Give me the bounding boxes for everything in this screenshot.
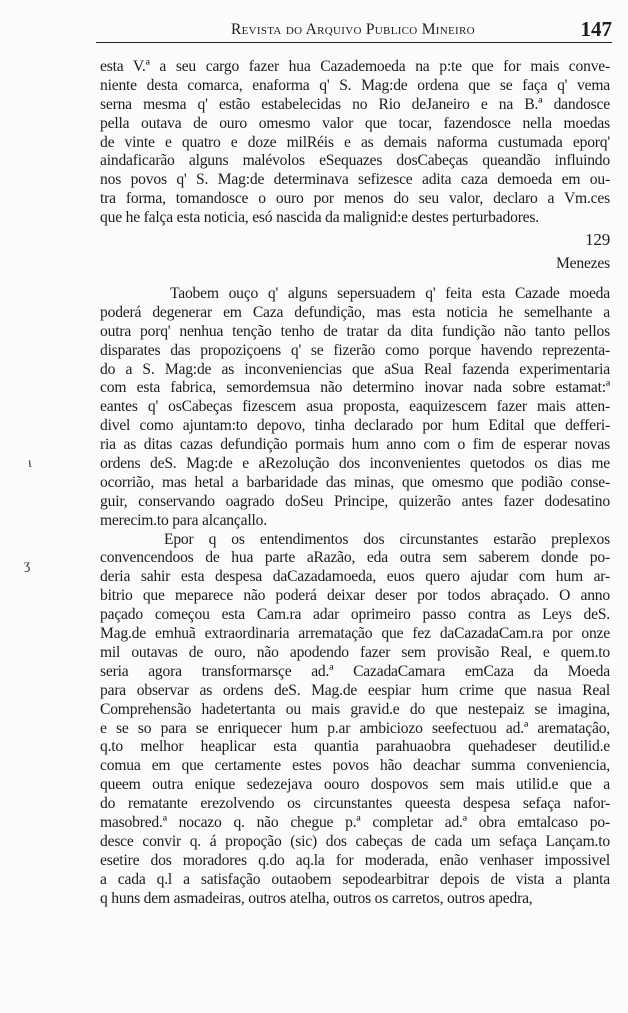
text-line: esta V.ª a seu cargo fazer hua Cazademoeda na p:te que for mais conve- [100, 58, 610, 75]
text-line: guir, conservando oagrado doSeu Principe, quizerão antes fazer dodesatino [100, 492, 610, 510]
text-line: masobred.ª nocazo q. não chegue p.ª completar ad.ª obra emtalcaso po- [100, 813, 610, 831]
text-line: do a S. Mag:de as inconveniencias que aSua Real fazenda experimentaria [100, 360, 610, 378]
text-line: queem outra enique sedezejava oouro dospovos sem mais utilid.e que a [100, 776, 610, 794]
text-line: e se so para se enriquecer hum p.ar ambiciozo seefectuou ad.ª aremataçâo, [100, 719, 610, 737]
text-line: nos povos q' S. Mag:de determinava sefizesce adita caza demoeda em ou- [100, 171, 610, 189]
text-line: merecim.to para alcançallo. [100, 511, 267, 529]
text-line: Epor q os entendimentos dos circunstantes estarão preplexos [164, 530, 610, 548]
text-line: comua em que certamente estes povos hão deachar summa conveniencia, [100, 757, 610, 775]
text-line: aindaficarão alguns malévolos eSequazes dosCabeças queandão influindo [100, 152, 610, 170]
text-line: a cada q.l a satisfação outaobem sepodearbitrar depois de vista a planta [100, 870, 610, 888]
text-line: serna mesma q' estão estabelecidas no Rio deJaneiro e na B.ª dandosce [100, 95, 610, 113]
paragraph-1 [100, 58, 610, 228]
text-line: Comprehensão hadetertanta ou mais gravid.e do que nestepaiz se imagina, [100, 700, 610, 718]
text-line: Mag.de emhuã extraordinaria arrematação que fez daCazadaCam.ra por onze [100, 625, 610, 643]
text-line: niente desta comarca, enaforma q' S. Mag:de ordena que se faça q' vema [100, 76, 610, 94]
signature: Menezes [555, 255, 610, 273]
journal-title: Revista do Arquivo Publico Mineiro [231, 21, 475, 38]
text-line: mil outavas de ouro, não apodendo fazer sem provisão Real, e quem.to [100, 643, 610, 661]
text-line: q huns dem asmadeiras, outros atelha, outros os carretos, outros apedra, [100, 889, 533, 907]
text-line: do rematante erezolvendo os circunstantes queesta despesa sefaça nafor- [100, 795, 610, 813]
paragraph-2 [100, 285, 610, 531]
running-header [96, 18, 612, 43]
text-line: convencendoos de hua parte aRazão, eda outra sem saberem donde po- [100, 549, 610, 567]
document-number: 129 [585, 230, 610, 250]
text-line: q.to melhor heaplicar esta quantia parahuaobra quehadeser deutilid.e [100, 738, 610, 756]
margin-mark: ɩ [28, 456, 32, 471]
text-line: ria as ditas cazas defundição pormais hum anno com o fim de esperar novas [100, 436, 610, 454]
text-line: desce convir q. á propoção (sic) dos cabeças de cada um sefaça Lançam.to [100, 832, 610, 850]
text-line: eantes q' osCabeças fizescem asua proposta, eaquizescem fazer mais atten- [100, 398, 610, 416]
text-line: Taobem ouço q' alguns sepersuadem q' feita esta Cazade moeda [170, 285, 610, 303]
text-line: tra forma, tomandosce o ouro por menos do seu valor, declaro a Vm.ces [100, 190, 610, 208]
page-number: 147 [580, 17, 612, 41]
text-line: ordens deS. Mag:de e aRezolução dos inconvenientes quetodos os dias me [100, 455, 610, 473]
paragraph-3 [100, 531, 610, 909]
text-line: seria agora transformarsçe ad.ª CazadaCamara emCaza da Moeda [100, 662, 610, 680]
text-line: bitrio que meparece não poderá deixar deser por todos abraçado. O anno [100, 587, 610, 605]
text-line: esetire dos moradores q.do aq.la for moderada, enão venhaser impossivel [100, 851, 610, 869]
text-line: pella outava de ouro omesmo valor que tocar, fazendosce nella moedas [100, 114, 610, 132]
text-line: divel como ajuntam:to depovo, tinha declarado por hum Edital que defferi- [100, 417, 610, 435]
text-line: ocorrião, mas hetal a barbaridade das minas, que omesmo que podião conse- [100, 473, 610, 491]
text-line: de vinte e quatro e doze milRéis e as demais naforma custumada eporq' [100, 133, 610, 151]
text-line: deria sahir esta despesa daCazadamoeda, euos quero ajudar com hum ar- [100, 568, 610, 586]
text-line: que he falça esta noticia, esó nascida da malignid:e destes perturbadores. [100, 209, 539, 227]
text-line: com esta fabrica, semordemsua não determino inovar nada sobre estamat:ª [100, 379, 610, 397]
margin-mark: ʒ [24, 558, 31, 573]
document-body [100, 58, 610, 908]
text-line: outra porq' nenhua tenção tenho de tratar da dita fundição não tanto pellos [100, 322, 610, 340]
text-line: poderá degenerar em Caza defundição, mas esta noticia he semelhante a [100, 303, 610, 321]
text-line: disparates das propoziçoens q' se fizerão como porque havendo reprezenta- [100, 341, 610, 359]
text-line: para observar as ordens deS. Mag.de eespiar hum crime que nasua Real [100, 681, 610, 699]
text-line: paçado começou esta Cam.ra adar oprimeiro passo contra as Leys deS. [100, 606, 610, 624]
